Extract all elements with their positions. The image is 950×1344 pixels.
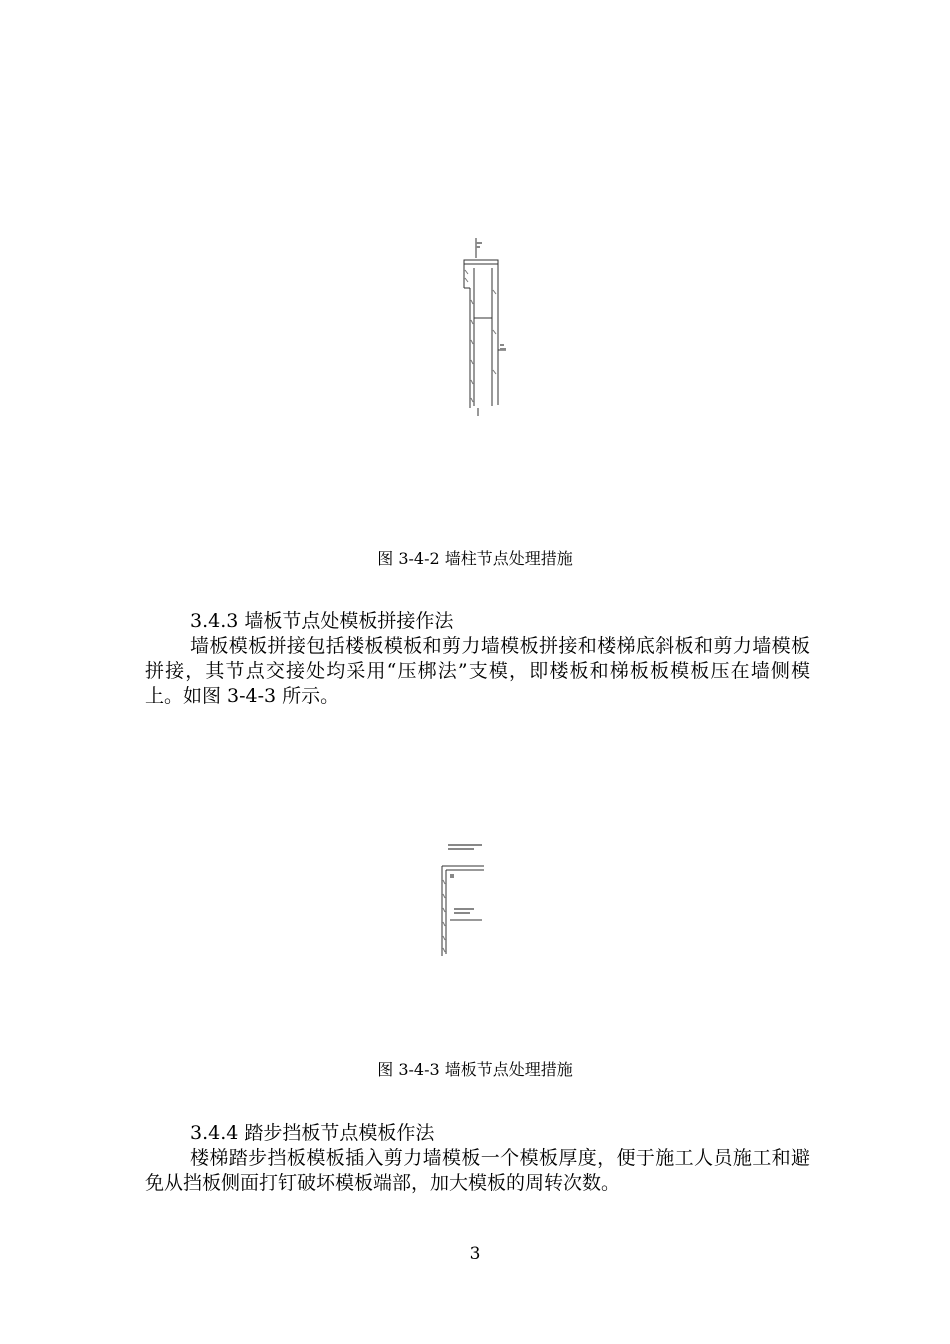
section-paragraph-3-4-3: 墙板模板拼接包括楼板模板和剪力墙模板拼接和楼梯底斜板和剪力墙模板拼接，其节点交接处均采用“压梆法”支模，即楼板和梯板板模板压在墙侧模上。如图 3-4-3 所示。 xyxy=(145,635,810,707)
wall-slab-node-drawing xyxy=(438,830,518,960)
page-number: 3 xyxy=(469,1244,481,1264)
figure-caption-3-4-2: 图 3-4-2 墙柱节点处理措施 xyxy=(377,549,573,568)
wall-column-node-drawing xyxy=(440,230,520,420)
figure-caption-3-4-3: 图 3-4-3 墙板节点处理措施 xyxy=(377,1060,573,1079)
section-paragraph-3-4-4: 楼梯踏步挡板模板插入剪力墙模板一个模板厚度，便于施工人员施工和避免从挡板侧面打钉破坏模板端部，加大模板的周转次数。 xyxy=(145,1147,810,1194)
section-heading-3-4-4: 3.4.4 踏步挡板节点模板作法 xyxy=(190,1122,435,1144)
section-heading-3-4-3: 3.4.3 墙板节点处模板拼接作法 xyxy=(190,610,454,632)
